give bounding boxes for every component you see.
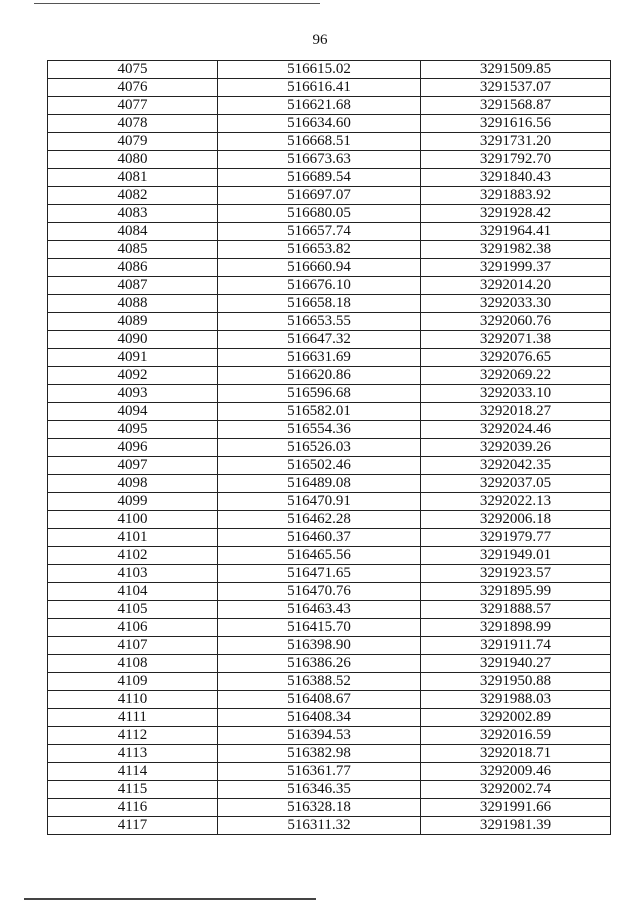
table-row [48, 601, 611, 619]
point-number-cell: 4076 [48, 79, 218, 97]
table-row [48, 169, 611, 187]
table-row [48, 259, 611, 277]
x-coordinate-cell: 516388.52 [218, 673, 421, 691]
x-coordinate-cell: 516460.37 [218, 529, 421, 547]
point-number-cell: 4110 [48, 691, 218, 709]
point-number-cell: 4093 [48, 385, 218, 403]
y-coordinate-cell: 3292071.38 [421, 331, 611, 349]
top-edge-rule [34, 3, 320, 4]
table-row [48, 79, 611, 97]
point-number-cell: 4079 [48, 133, 218, 151]
table-row [48, 403, 611, 421]
point-number-cell: 4105 [48, 601, 218, 619]
table-row [48, 115, 611, 133]
table-row [48, 385, 611, 403]
point-number-cell: 4088 [48, 295, 218, 313]
table-row [48, 565, 611, 583]
point-number-cell: 4081 [48, 169, 218, 187]
y-coordinate-cell: 3291982.38 [421, 241, 611, 259]
table-row [48, 529, 611, 547]
point-number-cell: 4075 [48, 61, 218, 79]
x-coordinate-cell: 516620.86 [218, 367, 421, 385]
y-coordinate-cell: 3291792.70 [421, 151, 611, 169]
y-coordinate-cell: 3291940.27 [421, 655, 611, 673]
table-row [48, 331, 611, 349]
y-coordinate-cell: 3291537.07 [421, 79, 611, 97]
point-number-cell: 4097 [48, 457, 218, 475]
point-number-cell: 4092 [48, 367, 218, 385]
x-coordinate-cell: 516616.41 [218, 79, 421, 97]
table-row [48, 241, 611, 259]
x-coordinate-cell: 516382.98 [218, 745, 421, 763]
table-row [48, 133, 611, 151]
x-coordinate-cell: 516658.18 [218, 295, 421, 313]
y-coordinate-cell: 3291923.57 [421, 565, 611, 583]
point-number-cell: 4091 [48, 349, 218, 367]
x-coordinate-cell: 516394.53 [218, 727, 421, 745]
table-row [48, 745, 611, 763]
coordinates-table [47, 60, 611, 835]
page-number: 96 [312, 32, 328, 48]
table-row [48, 349, 611, 367]
x-coordinate-cell: 516689.54 [218, 169, 421, 187]
table-row [48, 637, 611, 655]
x-coordinate-cell: 516361.77 [218, 763, 421, 781]
y-coordinate-cell: 3292022.13 [421, 493, 611, 511]
x-coordinate-cell: 516465.56 [218, 547, 421, 565]
x-coordinate-cell: 516554.36 [218, 421, 421, 439]
table-row [48, 511, 611, 529]
y-coordinate-cell: 3291981.39 [421, 817, 611, 835]
x-coordinate-cell: 516634.60 [218, 115, 421, 133]
table-row [48, 475, 611, 493]
x-coordinate-cell: 516386.26 [218, 655, 421, 673]
y-coordinate-cell: 3292018.71 [421, 745, 611, 763]
point-number-cell: 4085 [48, 241, 218, 259]
x-coordinate-cell: 516489.08 [218, 475, 421, 493]
y-coordinate-cell: 3291883.92 [421, 187, 611, 205]
y-coordinate-cell: 3291964.41 [421, 223, 611, 241]
y-coordinate-cell: 3291616.56 [421, 115, 611, 133]
point-number-cell: 4098 [48, 475, 218, 493]
x-coordinate-cell: 516582.01 [218, 403, 421, 421]
bottom-edge-rule [24, 898, 316, 900]
y-coordinate-cell: 3291928.42 [421, 205, 611, 223]
point-number-cell: 4077 [48, 97, 218, 115]
table-row [48, 223, 611, 241]
table-row [48, 583, 611, 601]
table-row [48, 619, 611, 637]
y-coordinate-cell: 3292037.05 [421, 475, 611, 493]
x-coordinate-cell: 516596.68 [218, 385, 421, 403]
y-coordinate-cell: 3292033.30 [421, 295, 611, 313]
table-row [48, 277, 611, 295]
point-number-cell: 4083 [48, 205, 218, 223]
table-row [48, 799, 611, 817]
y-coordinate-cell: 3291731.20 [421, 133, 611, 151]
table-row [48, 313, 611, 331]
point-number-cell: 4103 [48, 565, 218, 583]
table-row [48, 655, 611, 673]
point-number-cell: 4106 [48, 619, 218, 637]
x-coordinate-cell: 516398.90 [218, 637, 421, 655]
point-number-cell: 4080 [48, 151, 218, 169]
x-coordinate-cell: 516346.35 [218, 781, 421, 799]
x-coordinate-cell: 516415.70 [218, 619, 421, 637]
x-coordinate-cell: 516470.91 [218, 493, 421, 511]
point-number-cell: 4107 [48, 637, 218, 655]
table-row [48, 61, 611, 79]
y-coordinate-cell: 3291898.99 [421, 619, 611, 637]
point-number-cell: 4101 [48, 529, 218, 547]
table-row [48, 709, 611, 727]
x-coordinate-cell: 516680.05 [218, 205, 421, 223]
x-coordinate-cell: 516463.43 [218, 601, 421, 619]
point-number-cell: 4099 [48, 493, 218, 511]
y-coordinate-cell: 3291509.85 [421, 61, 611, 79]
y-coordinate-cell: 3291911.74 [421, 637, 611, 655]
point-number-cell: 4104 [48, 583, 218, 601]
table-row [48, 187, 611, 205]
y-coordinate-cell: 3292033.10 [421, 385, 611, 403]
y-coordinate-cell: 3292006.18 [421, 511, 611, 529]
table-row [48, 367, 611, 385]
x-coordinate-cell: 516328.18 [218, 799, 421, 817]
table-row [48, 439, 611, 457]
x-coordinate-cell: 516470.76 [218, 583, 421, 601]
x-coordinate-cell: 516673.63 [218, 151, 421, 169]
x-coordinate-cell: 516697.07 [218, 187, 421, 205]
point-number-cell: 4086 [48, 259, 218, 277]
point-number-cell: 4102 [48, 547, 218, 565]
point-number-cell: 4082 [48, 187, 218, 205]
table-row [48, 421, 611, 439]
x-coordinate-cell: 516657.74 [218, 223, 421, 241]
y-coordinate-cell: 3292014.20 [421, 277, 611, 295]
x-coordinate-cell: 516676.10 [218, 277, 421, 295]
y-coordinate-cell: 3292009.46 [421, 763, 611, 781]
x-coordinate-cell: 516647.32 [218, 331, 421, 349]
y-coordinate-cell: 3291840.43 [421, 169, 611, 187]
y-coordinate-cell: 3291895.99 [421, 583, 611, 601]
table-row [48, 493, 611, 511]
y-coordinate-cell: 3291949.01 [421, 547, 611, 565]
x-coordinate-cell: 516408.67 [218, 691, 421, 709]
point-number-cell: 4115 [48, 781, 218, 799]
table-row [48, 817, 611, 835]
x-coordinate-cell: 516615.02 [218, 61, 421, 79]
point-number-cell: 4114 [48, 763, 218, 781]
y-coordinate-cell: 3292060.76 [421, 313, 611, 331]
y-coordinate-cell: 3292018.27 [421, 403, 611, 421]
table-row [48, 97, 611, 115]
y-coordinate-cell: 3291988.03 [421, 691, 611, 709]
point-number-cell: 4084 [48, 223, 218, 241]
y-coordinate-cell: 3291999.37 [421, 259, 611, 277]
table-row [48, 781, 611, 799]
y-coordinate-cell: 3292069.22 [421, 367, 611, 385]
point-number-cell: 4078 [48, 115, 218, 133]
y-coordinate-cell: 3291950.88 [421, 673, 611, 691]
x-coordinate-cell: 516631.69 [218, 349, 421, 367]
table-row [48, 205, 611, 223]
point-number-cell: 4096 [48, 439, 218, 457]
point-number-cell: 4108 [48, 655, 218, 673]
table-row [48, 673, 611, 691]
x-coordinate-cell: 516668.51 [218, 133, 421, 151]
y-coordinate-cell: 3292039.26 [421, 439, 611, 457]
table-row [48, 763, 611, 781]
table-row [48, 547, 611, 565]
table-row [48, 727, 611, 745]
y-coordinate-cell: 3292002.74 [421, 781, 611, 799]
point-number-cell: 4089 [48, 313, 218, 331]
x-coordinate-cell: 516621.68 [218, 97, 421, 115]
table-row [48, 151, 611, 169]
y-coordinate-cell: 3291991.66 [421, 799, 611, 817]
y-coordinate-cell: 3292042.35 [421, 457, 611, 475]
table-row [48, 295, 611, 313]
point-number-cell: 4113 [48, 745, 218, 763]
y-coordinate-cell: 3291888.57 [421, 601, 611, 619]
coordinates-table-body [48, 61, 611, 835]
x-coordinate-cell: 516462.28 [218, 511, 421, 529]
x-coordinate-cell: 516408.34 [218, 709, 421, 727]
x-coordinate-cell: 516653.55 [218, 313, 421, 331]
x-coordinate-cell: 516471.65 [218, 565, 421, 583]
point-number-cell: 4095 [48, 421, 218, 439]
table-row [48, 691, 611, 709]
y-coordinate-cell: 3291568.87 [421, 97, 611, 115]
point-number-cell: 4109 [48, 673, 218, 691]
point-number-cell: 4090 [48, 331, 218, 349]
x-coordinate-cell: 516311.32 [218, 817, 421, 835]
x-coordinate-cell: 516653.82 [218, 241, 421, 259]
x-coordinate-cell: 516526.03 [218, 439, 421, 457]
x-coordinate-cell: 516502.46 [218, 457, 421, 475]
y-coordinate-cell: 3292024.46 [421, 421, 611, 439]
point-number-cell: 4117 [48, 817, 218, 835]
y-coordinate-cell: 3292076.65 [421, 349, 611, 367]
x-coordinate-cell: 516660.94 [218, 259, 421, 277]
y-coordinate-cell: 3292002.89 [421, 709, 611, 727]
y-coordinate-cell: 3292016.59 [421, 727, 611, 745]
point-number-cell: 4112 [48, 727, 218, 745]
point-number-cell: 4111 [48, 709, 218, 727]
y-coordinate-cell: 3291979.77 [421, 529, 611, 547]
point-number-cell: 4116 [48, 799, 218, 817]
table-row [48, 457, 611, 475]
point-number-cell: 4087 [48, 277, 218, 295]
point-number-cell: 4094 [48, 403, 218, 421]
point-number-cell: 4100 [48, 511, 218, 529]
